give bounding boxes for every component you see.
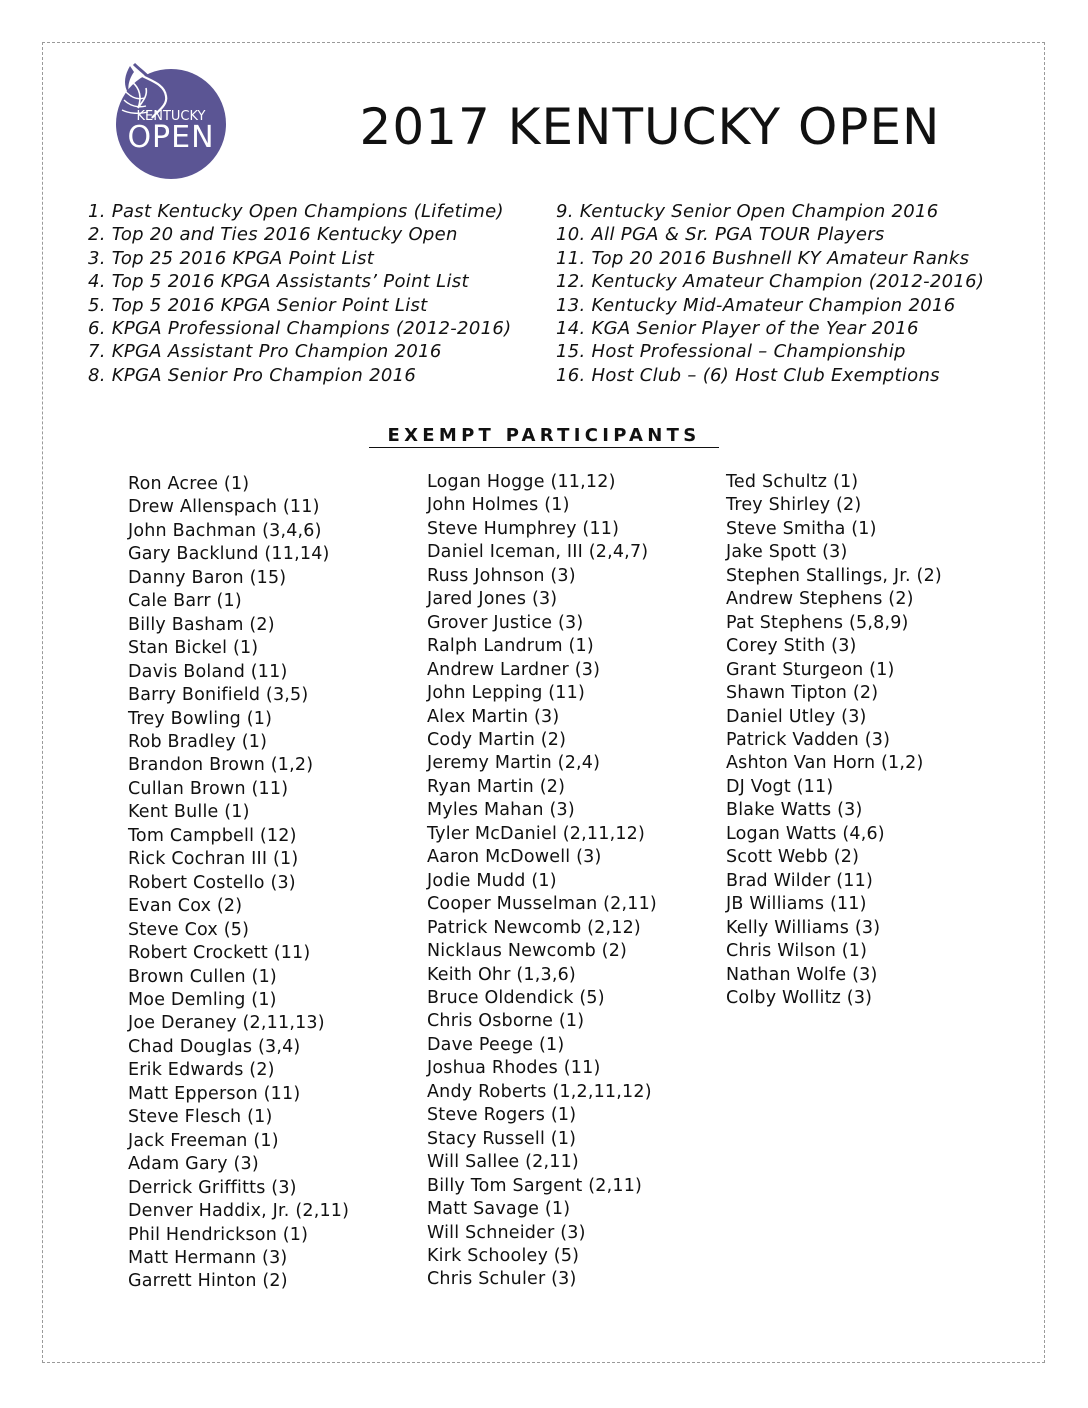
criteria-item: 10. All PGA & Sr. PGA TOUR Players	[556, 224, 885, 246]
participants-column-1	[128, 473, 349, 1294]
participant-item: Patrick Newcomb (2,12)	[427, 917, 641, 938]
participant-item: Cody Martin (2)	[427, 729, 567, 750]
criteria-item: 11. Top 20 2016 Bushnell KY Amateur Ranks	[556, 247, 970, 269]
page-title: 2017 KENTUCKY OPEN	[359, 98, 941, 156]
participant-item: Trey Bowling (1)	[128, 708, 273, 729]
participant-item: Colby Wollitz (3)	[726, 987, 873, 1008]
participant-item: Cooper Musselman (2,11)	[427, 894, 657, 915]
participant-item: Steve Humphrey (11)	[427, 518, 620, 539]
criteria-item: 2. Top 20 and Ties 2016 Kentucky Open	[88, 224, 458, 246]
participant-item: John Holmes (1)	[427, 495, 570, 516]
participant-item: Corey Stith (3)	[726, 636, 857, 657]
participant-item: Keith Ohr (1,3,6)	[427, 964, 576, 985]
criteria-item: 7. KPGA Assistant Pro Champion 2016	[88, 341, 442, 363]
logo-open-text: OPEN	[127, 120, 215, 155]
participant-item: Robert Crockett (11)	[128, 943, 311, 964]
participant-item: Stacy Russell (1)	[427, 1128, 577, 1149]
participant-item: Will Sallee (2,11)	[427, 1152, 579, 1173]
participant-item: Brad Wilder (11)	[726, 870, 873, 891]
exemption-criteria-list-left	[88, 200, 511, 387]
participant-item: Ashton Van Horn (1,2)	[726, 753, 924, 774]
logo-kentucky-text: KENTUCKY	[136, 109, 206, 124]
participant-item: Patrick Vadden (3)	[726, 729, 891, 750]
criteria-item: 15. Host Professional – Championship	[556, 341, 906, 363]
participant-item: Shawn Tipton (2)	[726, 683, 879, 704]
criteria-item: 13. Kentucky Mid-Amateur Champion 2016	[556, 294, 956, 316]
criteria-item: 1. Past Kentucky Open Champions (Lifetime)	[88, 201, 504, 222]
participant-item: Evan Cox (2)	[128, 896, 243, 917]
participant-item: Nathan Wolfe (3)	[726, 964, 878, 985]
participant-item: Bruce Oldendick (5)	[427, 987, 605, 1008]
participant-item: Steve Rogers (1)	[427, 1105, 577, 1126]
section-heading: EXEMPT PARTICIPANTS	[369, 425, 719, 448]
participant-item: Tom Campbell (12)	[128, 825, 297, 846]
participant-item: Tyler McDaniel (2,11,12)	[427, 823, 646, 844]
participant-item: Steve Smitha (1)	[726, 518, 877, 539]
criteria-item: 4. Top 5 2016 KPGA Assistants’ Point List	[88, 271, 469, 293]
participant-item: Scott Webb (2)	[726, 847, 860, 868]
participants-column-3	[726, 471, 942, 1010]
participant-item: Russ Johnson (3)	[427, 565, 576, 586]
participant-item: Matt Savage (1)	[427, 1199, 571, 1220]
criteria-item: 8. KPGA Senior Pro Champion 2016	[88, 364, 417, 386]
participant-item: Matt Hermann (3)	[128, 1247, 288, 1268]
participant-item: Barry Bonifield (3,5)	[128, 685, 309, 706]
criteria-item: 14. KGA Senior Player of the Year 2016	[556, 318, 919, 340]
participant-item: Billy Basham (2)	[128, 614, 275, 635]
criteria-item: 6. KPGA Professional Champions (2012-2016)	[88, 318, 512, 340]
participant-item: JB Williams (11)	[726, 894, 867, 915]
criteria-item: 12. Kentucky Amateur Champion (2012-2016)	[556, 271, 985, 293]
participant-item: Billy Tom Sargent (2,11)	[427, 1175, 643, 1196]
participant-item: John Lepping (11)	[427, 683, 585, 704]
participant-item: Robert Costello (3)	[128, 872, 296, 893]
participant-item: Chad Douglas (3,4)	[128, 1036, 301, 1057]
participant-item: Brandon Brown (1,2)	[128, 755, 314, 776]
participant-item: Danny Baron (15)	[128, 567, 287, 588]
participant-item: Alex Martin (3)	[427, 706, 560, 727]
participant-item: Andy Roberts (1,2,11,12)	[427, 1081, 652, 1102]
participant-item: Daniel Utley (3)	[726, 706, 867, 727]
participant-item: Ted Schultz (1)	[726, 472, 859, 492]
criteria-item: 9. Kentucky Senior Open Champion 2016	[556, 201, 939, 222]
participant-item: Adam Gary (3)	[128, 1154, 259, 1175]
participant-item: Moe Demling (1)	[128, 989, 277, 1010]
participants-column-2	[427, 471, 657, 1292]
participant-item: Chris Wilson (1)	[726, 941, 868, 962]
participant-item: Andrew Stephens (2)	[726, 589, 914, 610]
participant-item: Chris Osborne (1)	[427, 1011, 585, 1032]
participant-item: Joe Deraney (2,11,13)	[128, 1013, 325, 1034]
participant-item: Matt Epperson (11)	[128, 1083, 301, 1104]
participant-item: Andrew Lardner (3)	[427, 659, 601, 680]
participant-item: Stephen Stallings, Jr. (2)	[726, 565, 942, 586]
participant-item: Dave Peege (1)	[427, 1034, 565, 1055]
criteria-item: 16. Host Club – (6) Host Club Exemptions	[556, 364, 940, 386]
participant-item: Cullan Brown (11)	[128, 778, 289, 799]
participant-item: Davis Boland (11)	[128, 661, 288, 682]
participant-item: Steve Cox (5)	[128, 919, 250, 940]
participant-item: Brown Cullen (1)	[128, 966, 277, 987]
participant-item: Kirk Schooley (5)	[427, 1245, 580, 1266]
participant-item: Daniel Iceman, III (2,4,7)	[427, 542, 649, 563]
participant-item: Rob Bradley (1)	[128, 731, 268, 752]
participant-item: Pat Stephens (5,8,9)	[726, 612, 909, 633]
participant-item: Chris Schuler (3)	[427, 1269, 577, 1290]
participant-item: Grover Justice (3)	[427, 612, 584, 633]
participant-item: Jeremy Martin (2,4)	[427, 753, 601, 774]
kentucky-open-logo	[112, 62, 230, 180]
participant-item: Steve Flesch (1)	[128, 1107, 273, 1128]
participant-item: Jack Freeman (1)	[128, 1130, 279, 1151]
participant-item: Ron Acree (1)	[128, 474, 250, 494]
participant-item: Ralph Landrum (1)	[427, 636, 594, 657]
participant-item: Kent Bulle (1)	[128, 802, 250, 823]
participant-item: Blake Watts (3)	[726, 800, 863, 821]
participant-item: Will Schneider (3)	[427, 1222, 586, 1243]
participant-item: Cale Barr (1)	[128, 591, 242, 612]
participant-item: DJ Vogt (11)	[726, 776, 834, 797]
participant-item: Denver Haddix, Jr. (2,11)	[128, 1201, 350, 1222]
participant-item: Nicklaus Newcomb (2)	[427, 941, 628, 962]
participant-item: John Bachman (3,4,6)	[128, 520, 322, 541]
participant-item: Stan Bickel (1)	[128, 638, 259, 659]
criteria-item: 3. Top 25 2016 KPGA Point List	[88, 247, 375, 269]
exemption-criteria-list-right	[556, 200, 984, 387]
participant-item: Kelly Williams (3)	[726, 917, 881, 938]
participant-item: Phil Hendrickson (1)	[128, 1224, 309, 1245]
participant-item: Joshua Rhodes (11)	[427, 1058, 601, 1079]
participant-item: Garrett Hinton (2)	[128, 1271, 288, 1292]
participant-item: Erik Edwards (2)	[128, 1060, 275, 1081]
participant-item: Aaron McDowell (3)	[427, 847, 602, 868]
participant-item: Jared Jones (3)	[427, 589, 558, 610]
participant-item: Gary Backlund (11,14)	[128, 544, 330, 565]
participant-item: Jodie Mudd (1)	[427, 870, 557, 891]
participant-item: Drew Allenspach (11)	[128, 497, 320, 518]
participant-item: Logan Watts (4,6)	[726, 823, 885, 844]
participant-item: Derrick Griffitts (3)	[128, 1177, 297, 1198]
participant-item: Grant Sturgeon (1)	[726, 659, 895, 680]
criteria-item: 5. Top 5 2016 KPGA Senior Point List	[88, 294, 428, 316]
participant-item: Ryan Martin (2)	[427, 776, 566, 797]
participant-item: Jake Spott (3)	[726, 542, 848, 563]
participant-item: Logan Hogge (11,12)	[427, 472, 616, 492]
participant-item: Rick Cochran III (1)	[128, 849, 299, 870]
participant-item: Trey Shirley (2)	[726, 495, 862, 516]
participant-item: Myles Mahan (3)	[427, 800, 575, 821]
